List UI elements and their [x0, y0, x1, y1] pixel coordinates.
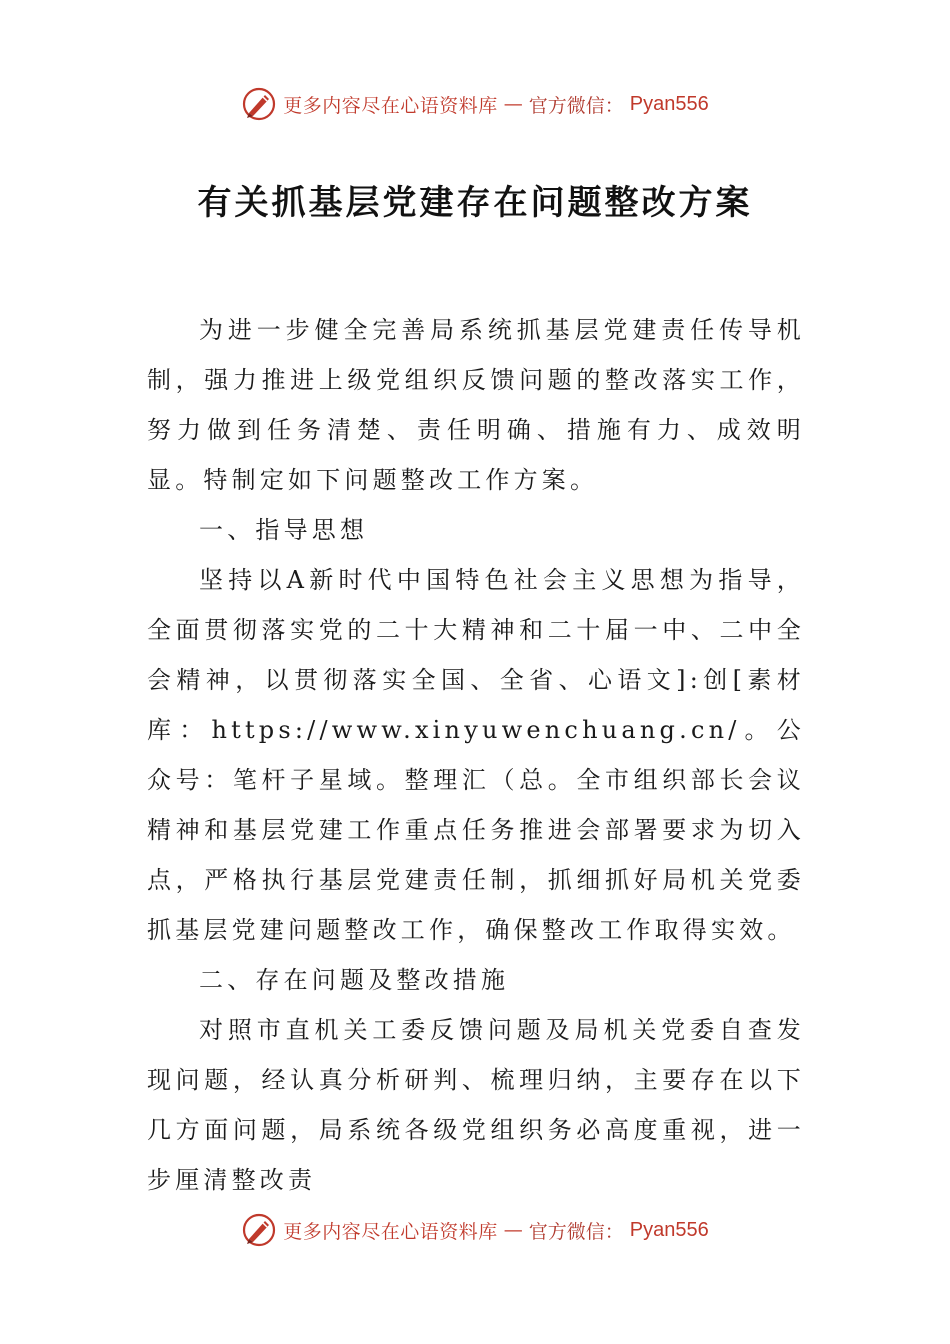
footer-dash: —	[503, 1219, 523, 1241]
footer-wechat-label: 官方微信：	[528, 1220, 624, 1243]
banner-wechat-id: Pyan556	[629, 92, 709, 115]
pen-logo-icon	[241, 1212, 277, 1248]
banner-dash: —	[503, 93, 523, 115]
section-heading-problems: 二、存在问题及整改措施	[199, 966, 510, 994]
banner-wechat-label: 官方微信：	[528, 94, 624, 117]
document-body	[147, 305, 805, 1205]
header-banner	[0, 82, 950, 126]
paragraph-intro: 为进一步健全完善局系统抓基层党建责任传导机制，强力推进上级党组织反馈问题的整改落实工作，努力做到任务清楚、责任明确、措施有力、成效明显。特制定如下问题整改工作方案。	[147, 316, 805, 494]
paragraph-guiding-thought: 坚持以A新时代中国特色社会主义思想为指导，全面贯彻落实党的二十大精神和二十届一中、二中全会精神，以贯彻落实全国、全省、心语文]:创[素材库：https://www.xinyuwenchuang.cn/。公众号：笔杆子星域。整理汇（总。全市组织部长会议精神和基层党建工作重点任务推进会部署要求为切入点，严格执行基层党建责任制，抓细抓好局机关党委抓基层党建问题整改工作，确保整改工作取得实效。	[147, 566, 805, 944]
document-title: 有关抓基层党建存在问题整改方案	[197, 183, 753, 223]
footer-banner	[0, 1208, 950, 1252]
footer-promo-text: 更多内容尽在心语资料库	[283, 1220, 498, 1243]
footer-wechat-id: Pyan556	[629, 1218, 709, 1241]
pen-logo-icon	[241, 86, 277, 122]
banner-promo-text: 更多内容尽在心语资料库	[283, 94, 498, 117]
paragraph-problems: 对照市直机关工委反馈问题及局机关党委自查发现问题，经认真分析研判、梳理归纳，主要存在以下几方面问题，局系统各级党组织务必高度重视，进一步厘清整改责	[147, 1016, 805, 1194]
section-heading-guiding-thought: 一、指导思想	[199, 516, 369, 544]
